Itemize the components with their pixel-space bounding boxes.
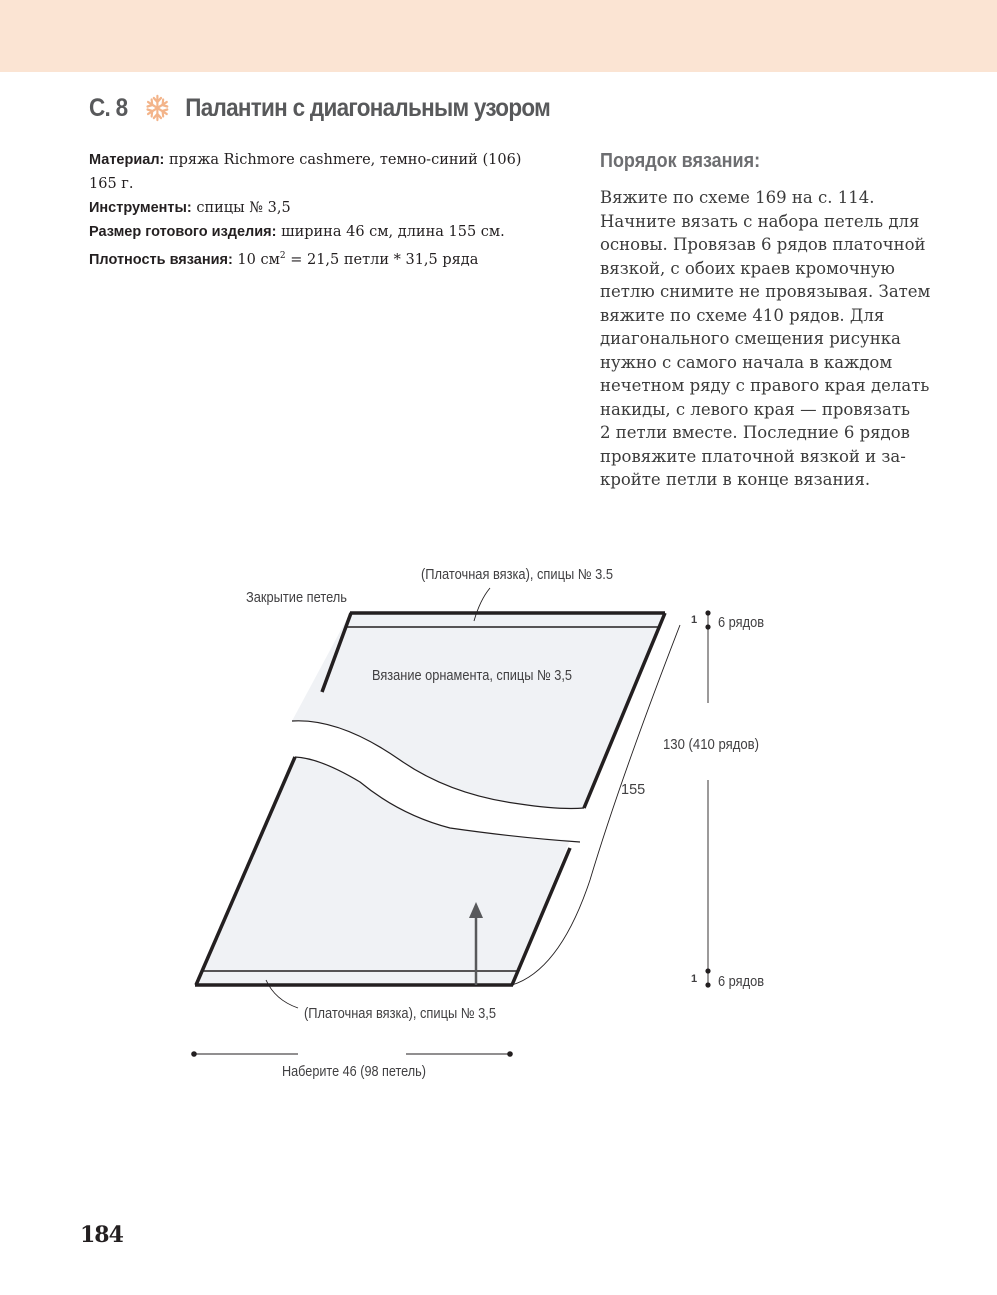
cast-on-label: Наберите 46 (98 петель) <box>282 1064 426 1080</box>
pattern-label: Вязание орнамента, спицы № 3,5 <box>372 668 572 684</box>
order-line: Вяжите по схеме 169 на с. 114. <box>600 188 875 207</box>
order-line: нечетном ряду с правого края делать <box>600 376 930 395</box>
order-line: накиды, с левого края — провязать <box>600 399 910 419</box>
rows-top-count: 1 <box>691 614 698 626</box>
material-line-cont: 165 г. <box>89 176 134 192</box>
order-line: нужно с самого начала в каждом <box>600 352 893 372</box>
order-line: Начните вязать с набора петель для <box>600 211 920 231</box>
page-title <box>89 93 550 127</box>
order-line: вяжите по схеме 410 рядов. Для <box>600 305 885 325</box>
rows-bottom-label: 6 рядов <box>718 974 765 990</box>
page-number: 184 <box>80 1222 123 1248</box>
top-color-band <box>0 0 997 72</box>
order-line: 2 петли вместе. Последние 6 рядов <box>600 423 910 442</box>
order-title: Порядок вязания: <box>600 150 761 172</box>
section-number: С. 8 <box>89 93 128 122</box>
tools-line: Инструменты: спицы № 3,5 <box>89 200 291 216</box>
order-text <box>600 186 931 492</box>
snowflake-icon <box>144 93 171 123</box>
material-line: Материал: пряжа Richmore cashmere, темно-синий (106) <box>89 152 522 168</box>
bottom-border-label: (Платочная вязка), спицы № 3,5 <box>304 1006 496 1022</box>
size-line: Размер готового изделия: ширина 46 см, длина 155 см. <box>89 224 505 240</box>
order-line: петлю снимите не провязывая. Затем <box>600 282 931 301</box>
gauge-line: Плотность вязания: 10 $см^2 = 21,5$ петли * 31,5 ряда <box>89 251 479 268</box>
order-line: провяжите платочной вязкой и за- <box>600 446 906 466</box>
rows-bottom-count: 1 <box>691 973 698 985</box>
top-border-label: (Платочная вязка), спицы № 3.5 <box>421 567 613 583</box>
order-line: диагонального смещения рисунка <box>600 329 901 348</box>
order-line: основы. Провязав 6 рядов платочной <box>600 235 926 254</box>
order-line: вязкой, с обоих краев кромочную <box>600 258 895 278</box>
bind-off-label: Закрытие петель <box>246 590 347 606</box>
length-label: 155 <box>621 782 646 798</box>
materials-block <box>89 148 569 272</box>
main-rows-label: 130 (410 рядов) <box>663 737 759 753</box>
rows-top-label: 6 рядов <box>718 615 765 631</box>
title-text: Палантин с диагональным узором <box>185 93 551 122</box>
order-line: кройте петли в конце вязания. <box>600 470 871 489</box>
knitting-schematic <box>0 540 997 1100</box>
